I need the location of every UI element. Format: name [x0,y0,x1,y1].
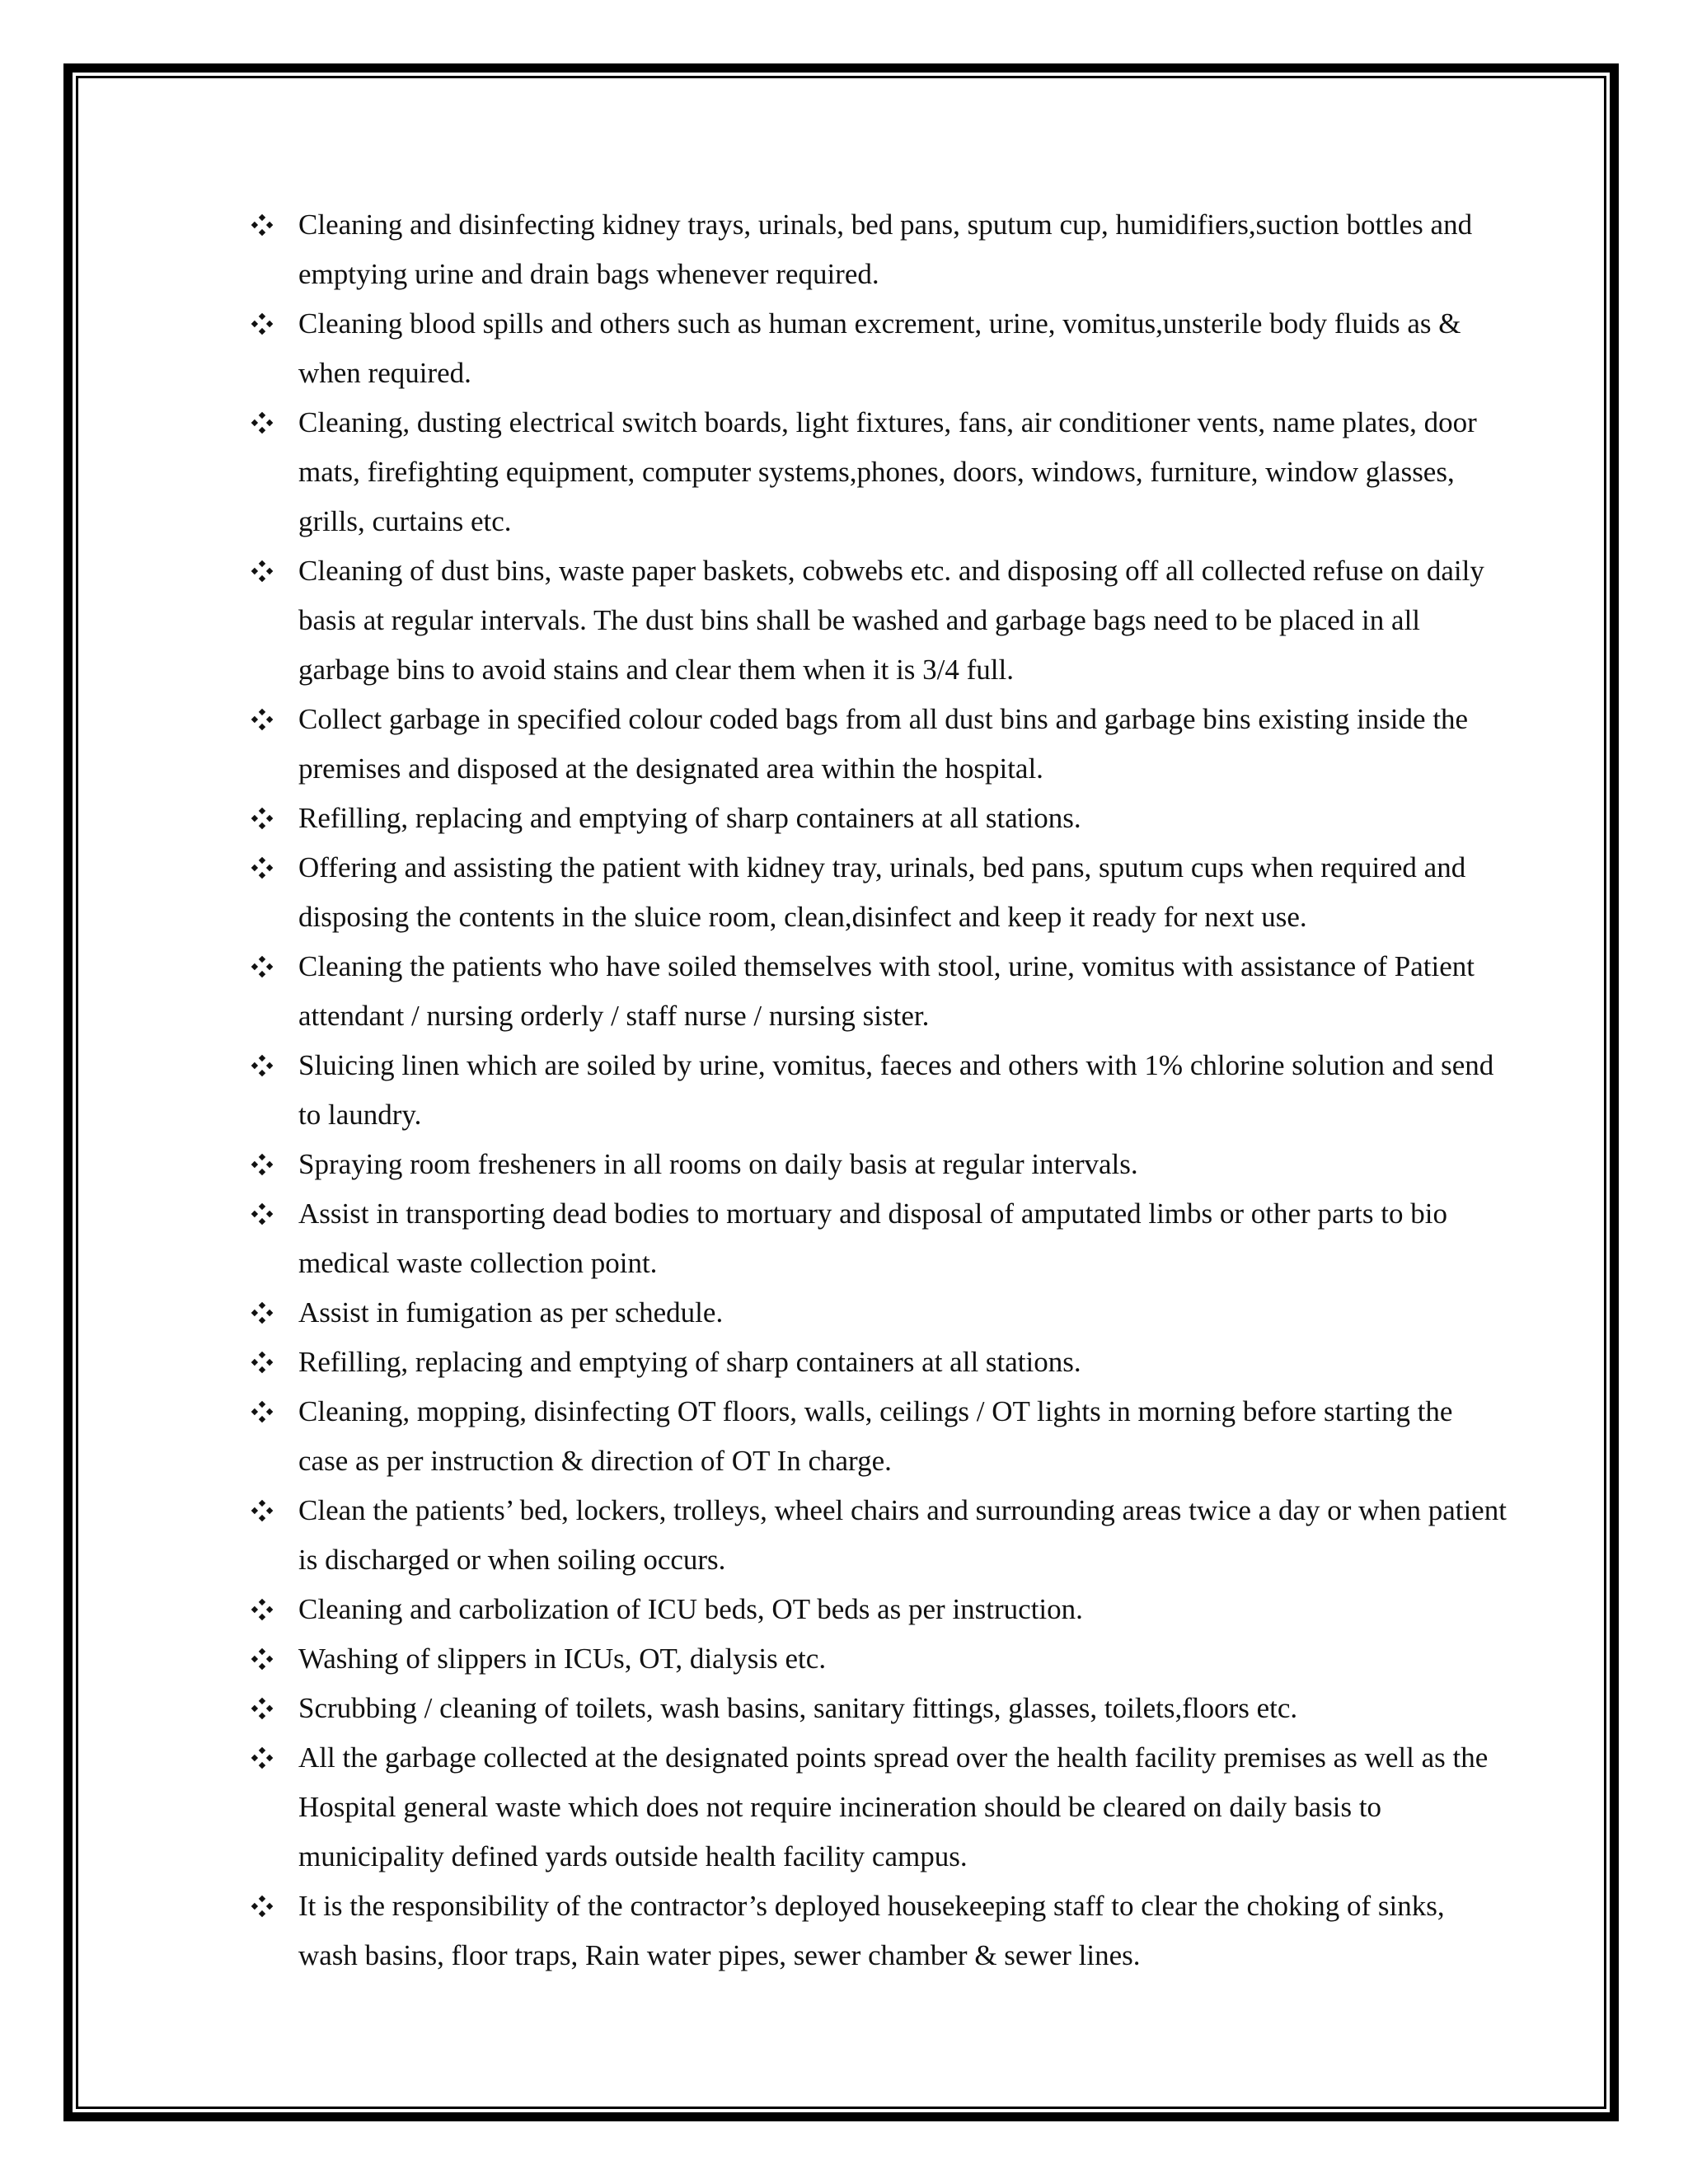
list-item-text: Clean the patients’ bed, lockers, trolleys, wheel chairs and surrounding areas twice a day or when patient is discharged or when soiling occurs. [298,1494,1507,1576]
list-item [247,843,1508,942]
list-item [247,1585,1508,1634]
four-diamond-ornament-icon [247,1387,277,1436]
four-diamond-ornament-icon [247,695,277,744]
list-item [247,1338,1508,1387]
list-item [247,398,1508,546]
four-diamond-ornament-icon [247,1486,277,1535]
four-diamond-ornament-icon [247,942,277,991]
list-item [247,1733,1508,1882]
four-diamond-ornament-icon [247,794,277,843]
four-diamond-ornament-icon [247,546,277,596]
four-diamond-ornament-icon [247,1634,277,1684]
list-item-text: It is the responsibility of the contractor’s deployed housekeeping staff to clear the choking of sinks, wash basins, floor traps, Rain water pipes, sewer chamber & sewer lines. [298,1890,1445,1971]
list-item-text: Sluicing linen which are soiled by urine, vomitus, faeces and others with 1% chlorine solution and send to laundry. [298,1049,1494,1131]
list-item [247,1288,1508,1338]
list-item [247,299,1508,398]
four-diamond-ornament-icon [247,1585,277,1634]
four-diamond-ornament-icon [247,1288,277,1338]
list-item [247,1634,1508,1684]
four-diamond-ornament-icon [247,1684,277,1733]
list-item-text: Offering and assisting the patient with kidney tray, urinals, bed pans, sputum cups when required and disposing the contents in the sluice room, clean,disinfect and keep it ready for next use. [298,851,1466,933]
list-item [247,1486,1508,1585]
list-item-text: Refilling, replacing and emptying of sharp containers at all stations. [298,1346,1081,1378]
four-diamond-ornament-icon [247,1189,277,1239]
four-diamond-ornament-icon [247,299,277,349]
list-item-text: Assist in transporting dead bodies to mortuary and disposal of amputated limbs or other parts to bio medical waste collection point. [298,1197,1447,1279]
four-diamond-ornament-icon [247,1140,277,1189]
four-diamond-ornament-icon [247,1882,277,1931]
four-diamond-ornament-icon [247,1338,277,1387]
list-item [247,794,1508,843]
list-item-text: Cleaning and carbolization of ICU beds, OT beds as per instruction. [298,1593,1083,1625]
list-item-text: Cleaning blood spills and others such as human excrement, urine, vomitus,unsterile body fluids as & when required. [298,307,1461,389]
list-item [247,1189,1508,1288]
list-item-text: Cleaning and disinfecting kidney trays, urinals, bed pans, sputum cup, humidifiers,suction bottles and emptying urine and drain bags whenever required. [298,209,1473,290]
list-item-text: Collect garbage in specified colour coded bags from all dust bins and garbage bins existing inside the premises and disposed at the designated area within the hospital. [298,703,1469,785]
list-item-text: Cleaning, mopping, disinfecting OT floors, walls, ceilings / OT lights in morning before starting the case as per instruction & direction of OT In charge. [298,1395,1453,1477]
list-item-text: Cleaning of dust bins, waste paper baskets, cobwebs etc. and disposing off all collected refuse on daily basis at regular intervals. The dust bins shall be washed and garbage bags need to be placed in all garbage bins to avoid stains and clear them when it is 3/4 full. [298,555,1484,686]
list-item [247,1387,1508,1486]
list-item-text: Cleaning, dusting electrical switch boards, light fixtures, fans, air conditioner vents, name plates, door mats, firefighting equipment, computer systems,phones, doors, windows, furniture, window glasses, grills, curtains etc. [298,406,1477,537]
list-item [247,1041,1508,1140]
list-item-text: Cleaning the patients who have soiled themselves with stool, urine, vomitus with assistance of Patient attendant / nursing orderly / staff nurse / nursing sister. [298,950,1475,1032]
list-item-text: Scrubbing / cleaning of toilets, wash basins, sanitary fittings, glasses, toilets,floors etc. [298,1692,1298,1724]
list-item [247,1684,1508,1733]
four-diamond-ornament-icon [247,200,277,250]
list-item-text: Assist in fumigation as per schedule. [298,1296,724,1329]
four-diamond-ornament-icon [247,398,277,448]
document-body [247,200,1508,1980]
list-item [247,942,1508,1041]
duties-list [247,200,1508,1980]
list-item-text: Refilling, replacing and emptying of sharp containers at all stations. [298,802,1081,834]
four-diamond-ornament-icon [247,1733,277,1783]
list-item-text: Washing of slippers in ICUs, OT, dialysis etc. [298,1643,827,1675]
list-item [247,1140,1508,1189]
four-diamond-ornament-icon [247,843,277,893]
list-item [247,695,1508,794]
list-item [247,200,1508,299]
list-item-text: Spraying room fresheners in all rooms on daily basis at regular intervals. [298,1148,1138,1180]
list-item [247,1882,1508,1980]
list-item [247,546,1508,695]
list-item-text: All the garbage collected at the designated points spread over the health facility premises as well as the Hospital general waste which does not require incineration should be cleared on daily basis to municipality defined yards outside health facility campus. [298,1741,1489,1872]
four-diamond-ornament-icon [247,1041,277,1090]
